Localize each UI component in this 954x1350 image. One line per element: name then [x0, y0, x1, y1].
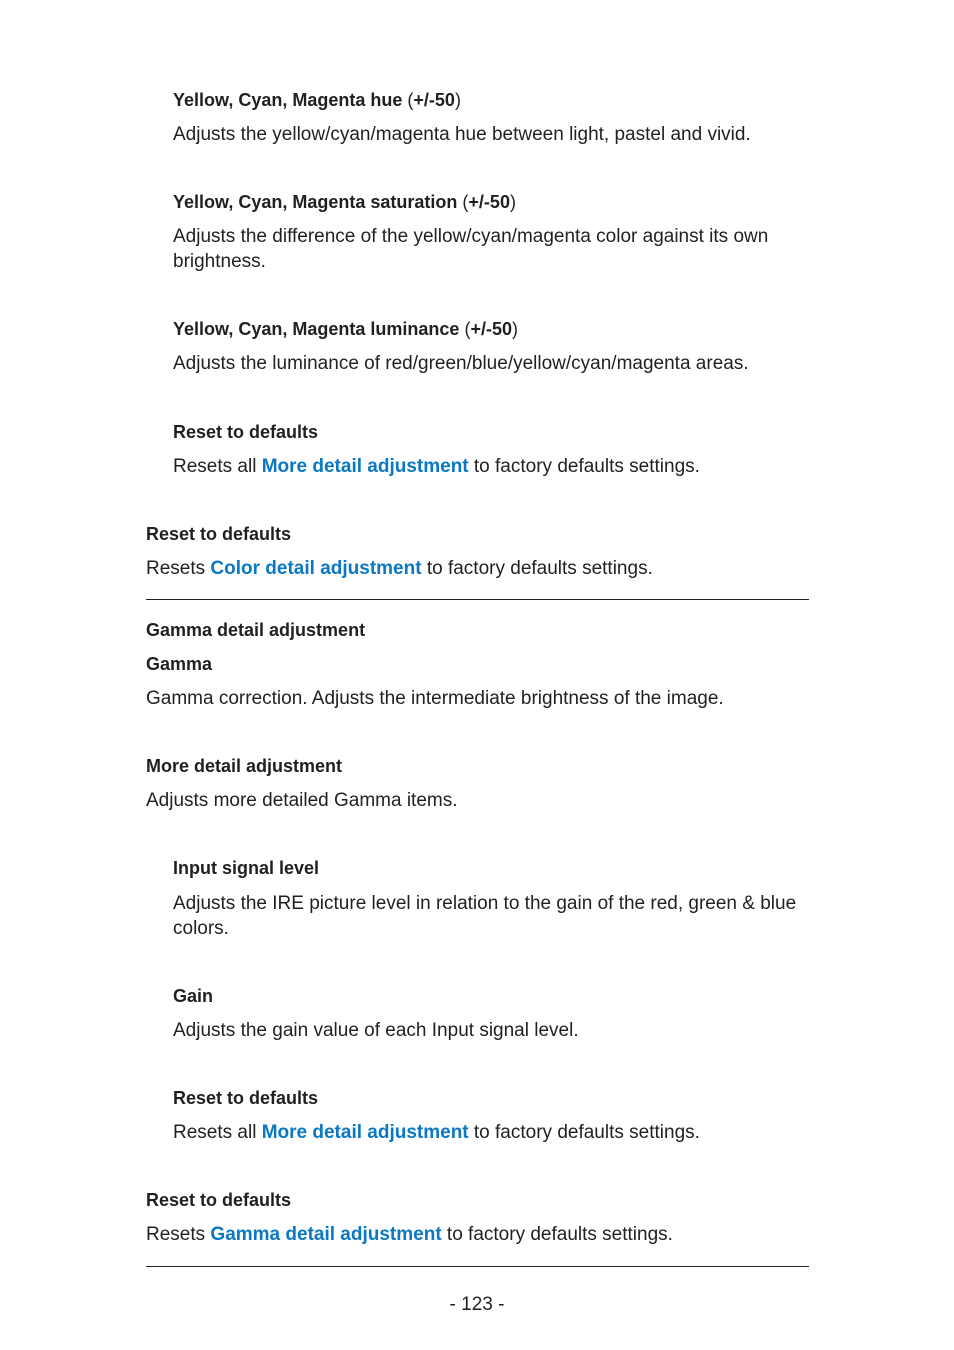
input-signal-description: Adjusts the IRE picture level in relation to the gain of the red, green & blue colors. — [173, 893, 797, 939]
ycm-luminance-title: Yellow, Cyan, Magenta luminance — [173, 319, 460, 339]
ycm-hue-description: Adjusts the yellow/cyan/magenta hue between light, pastel and vivid. — [173, 124, 751, 145]
ycm-luminance-heading: Yellow, Cyan, Magenta luminance (+/-50) — [173, 319, 518, 339]
ycm-hue-heading: Yellow, Cyan, Magenta hue (+/-50) — [173, 90, 461, 110]
reset-color-heading: Reset to defaults — [146, 524, 292, 544]
ycm-hue-range: +/-50 — [413, 90, 455, 110]
reset-more-gamma-suffix: to factory defaults settings. — [468, 1122, 700, 1143]
color-detail-adjustment-link[interactable]: Color detail adjustment — [210, 558, 422, 579]
gain-description: Adjusts the gain value of each Input signal level. — [173, 1020, 579, 1041]
reset-gamma-suffix: to factory defaults settings. — [441, 1224, 673, 1245]
gamma-detail-adjustment-link[interactable]: Gamma detail adjustment — [210, 1224, 442, 1245]
ycm-saturation-range: +/-50 — [468, 192, 510, 212]
more-detail-description: Adjusts more detailed Gamma items. — [146, 790, 458, 811]
reset-more-color-description — [173, 454, 700, 479]
ycm-luminance-range: +/-50 — [470, 319, 512, 339]
ycm-hue-title: Yellow, Cyan, Magenta hue — [173, 90, 403, 110]
ycm-saturation-description: Adjusts the difference of the yellow/cyan/magenta color against its own brightness. — [173, 226, 769, 272]
ycm-saturation-heading: Yellow, Cyan, Magenta saturation (+/-50) — [173, 192, 516, 212]
reset-more-gamma-heading: Reset to defaults — [173, 1088, 319, 1108]
reset-gamma-description — [146, 1222, 673, 1247]
ycm-luminance-description: Adjusts the luminance of red/green/blue/yellow/cyan/magenta areas. — [173, 353, 749, 374]
gamma-description: Gamma correction. Adjusts the intermediate brightness of the image. — [146, 688, 724, 709]
gain-heading: Gain — [173, 986, 214, 1006]
reset-color-prefix: Resets — [146, 558, 211, 579]
reset-more-gamma-description — [173, 1120, 700, 1145]
reset-more-color-suffix: to factory defaults settings. — [468, 456, 700, 477]
page-number: - 123 - — [449, 1294, 505, 1315]
reset-color-description — [146, 556, 653, 581]
input-signal-heading: Input signal level — [173, 858, 320, 878]
gamma-detail-heading: Gamma detail adjustment — [146, 620, 366, 640]
more-detail-adjustment-link[interactable]: More detail adjustment — [261, 1122, 469, 1143]
gamma-heading: Gamma — [146, 654, 213, 674]
reset-more-gamma-prefix: Resets all — [173, 1122, 262, 1143]
ycm-saturation-title: Yellow, Cyan, Magenta saturation — [173, 192, 458, 212]
more-detail-adjustment-link[interactable]: More detail adjustment — [261, 456, 469, 477]
footer-divider — [146, 1266, 809, 1267]
reset-more-color-heading: Reset to defaults — [173, 422, 319, 442]
more-detail-heading: More detail adjustment — [146, 756, 343, 776]
reset-more-color-prefix: Resets all — [173, 456, 262, 477]
reset-gamma-heading: Reset to defaults — [146, 1190, 292, 1210]
reset-gamma-prefix: Resets — [146, 1224, 211, 1245]
reset-color-suffix: to factory defaults settings. — [421, 558, 653, 579]
section-divider — [146, 599, 809, 600]
